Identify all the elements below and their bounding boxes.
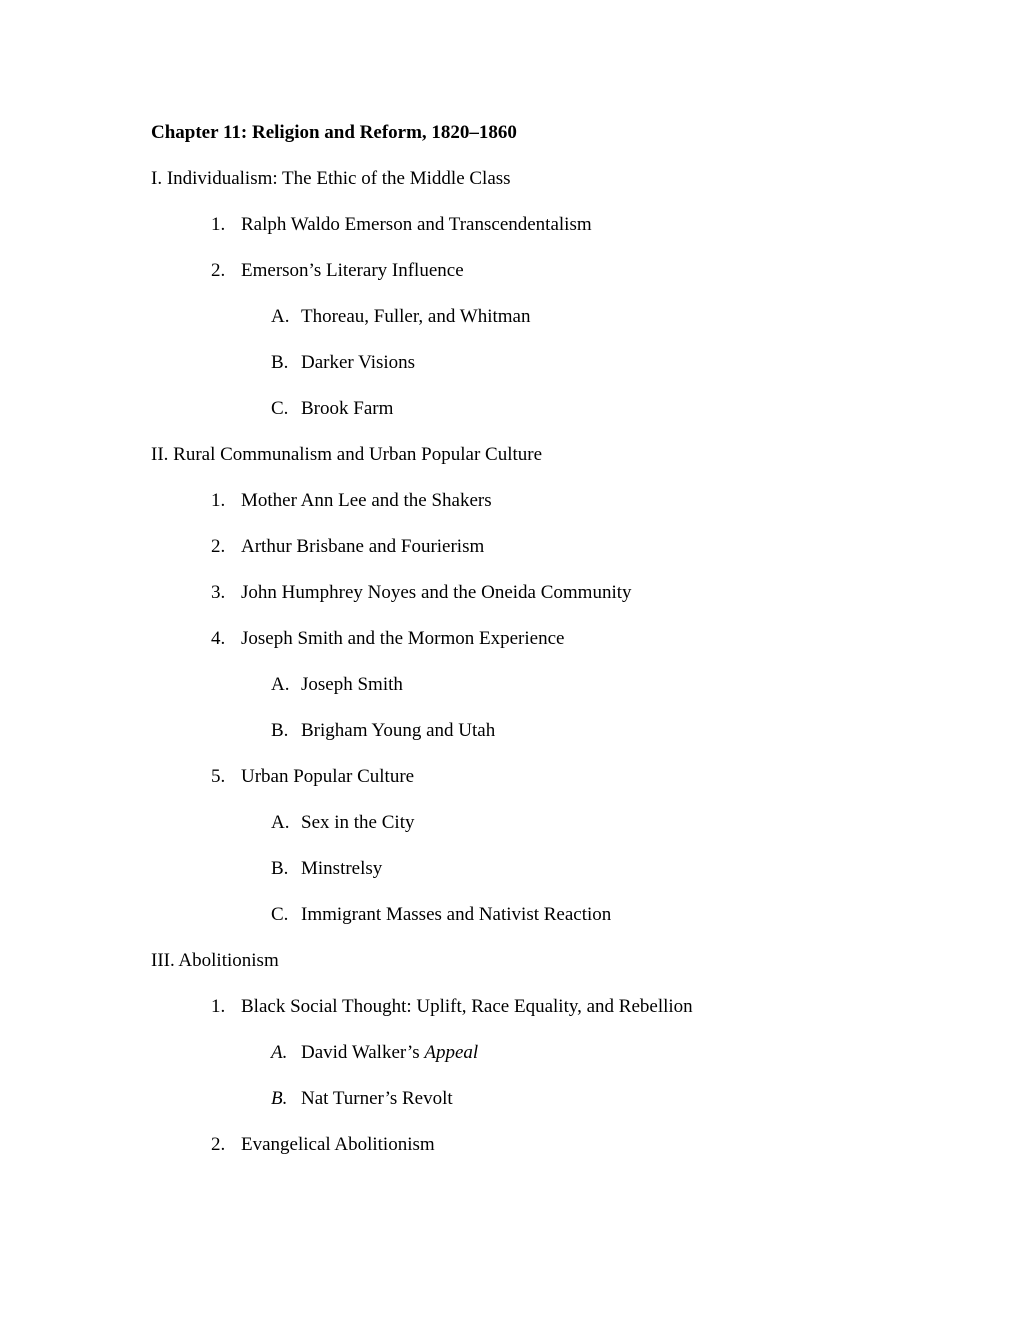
item-marker: 5. bbox=[211, 766, 226, 787]
subitem-marker: A. bbox=[271, 306, 290, 327]
outline-subitem bbox=[271, 1088, 453, 1110]
item-text: Ralph Waldo Emerson and Transcendentalism bbox=[241, 214, 592, 235]
outline-item bbox=[211, 582, 632, 604]
item-marker: 1. bbox=[211, 490, 226, 511]
outline-item bbox=[211, 536, 484, 558]
subitem-text: David Walker’s bbox=[301, 1042, 420, 1063]
outline-subitem bbox=[271, 812, 414, 834]
item-text: Urban Popular Culture bbox=[241, 766, 415, 787]
outline-subitem bbox=[271, 720, 495, 742]
item-text: Black Social Thought: Uplift, Race Equality, and Rebellion bbox=[241, 996, 693, 1017]
item-marker: 2. bbox=[211, 536, 226, 557]
subitem-marker: A. bbox=[271, 674, 290, 695]
subitem-text: Sex in the City bbox=[301, 812, 415, 833]
subitem-text-italic: Appeal bbox=[424, 1042, 479, 1063]
item-marker: 2. bbox=[211, 1134, 226, 1155]
subitem-text: Brigham Young and Utah bbox=[301, 720, 496, 741]
item-marker: 2. bbox=[211, 260, 226, 281]
item-text: Joseph Smith and the Mormon Experience bbox=[241, 628, 565, 649]
item-text: Emerson’s Literary Influence bbox=[241, 260, 464, 281]
item-marker: 4. bbox=[211, 628, 226, 649]
outline-item bbox=[211, 260, 464, 282]
outline-subitem bbox=[271, 858, 382, 880]
outline-item bbox=[211, 996, 693, 1018]
subitem-text: Joseph Smith bbox=[301, 674, 403, 695]
item-marker: 1. bbox=[211, 214, 226, 235]
subitem-marker: B. bbox=[271, 1088, 288, 1109]
item-marker: 1. bbox=[211, 996, 226, 1017]
item-text: Evangelical Abolitionism bbox=[241, 1134, 435, 1155]
subitem-marker: B. bbox=[271, 352, 289, 373]
outline-subitem bbox=[271, 306, 530, 328]
subitem-text: Nat Turner’s Revolt bbox=[301, 1088, 453, 1109]
outline-subitem bbox=[271, 674, 403, 696]
page-title: Chapter 11: Religion and Reform, 1820–1860 bbox=[151, 122, 517, 143]
subitem-marker: A. bbox=[271, 1042, 288, 1063]
item-text: John Humphrey Noyes and the Oneida Community bbox=[241, 582, 632, 603]
outline-subitem bbox=[271, 1042, 478, 1064]
subitem-marker: C. bbox=[271, 904, 289, 925]
subitem-text: Immigrant Masses and Nativist Reaction bbox=[301, 904, 612, 925]
outline-subitem bbox=[271, 352, 415, 374]
subitem-marker: B. bbox=[271, 858, 289, 879]
item-marker: 3. bbox=[211, 582, 226, 603]
item-text: Arthur Brisbane and Fourierism bbox=[241, 536, 485, 557]
section-heading: III. Abolitionism bbox=[151, 950, 279, 971]
section-heading: I. Individualism: The Ethic of the Middle Class bbox=[151, 168, 511, 189]
subitem-marker: A. bbox=[271, 812, 290, 833]
subitem-marker: B. bbox=[271, 720, 289, 741]
outline-subitem bbox=[271, 398, 393, 420]
outline-item bbox=[211, 490, 492, 512]
subitem-text: Minstrelsy bbox=[301, 858, 383, 879]
item-text: Mother Ann Lee and the Shakers bbox=[241, 490, 492, 511]
outline-subitem bbox=[271, 904, 611, 926]
subitem-text: Darker Visions bbox=[301, 352, 416, 373]
subitem-text: Brook Farm bbox=[301, 398, 394, 419]
subitem-text: Thoreau, Fuller, and Whitman bbox=[301, 306, 531, 327]
section-heading: II. Rural Communalism and Urban Popular Culture bbox=[151, 444, 543, 465]
outline-item bbox=[211, 628, 564, 650]
outline-item bbox=[211, 214, 592, 236]
subitem-marker: C. bbox=[271, 398, 289, 419]
outline-item bbox=[211, 766, 414, 788]
outline-item bbox=[211, 1134, 435, 1156]
